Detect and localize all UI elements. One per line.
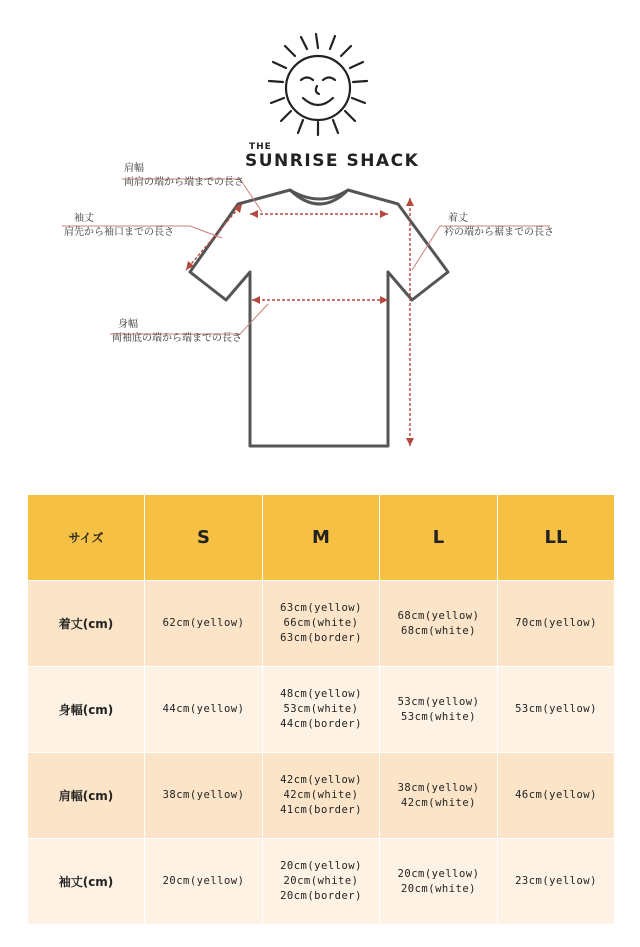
table-cell [145,667,263,753]
cell-value: 48cm(yellow) [280,688,362,700]
cell-value: 20cm(white) [283,875,359,887]
cell-value: 38cm(yellow) [397,781,480,794]
table-cell [498,581,615,667]
size-table-body [28,581,615,925]
table-cell [380,839,498,925]
cell-value: 53cm(white) [283,703,359,715]
size-header-label: サイズ [28,495,145,581]
row-label: 身幅(cm) [28,667,145,753]
size-header-m: M [263,495,380,581]
callout-length-desc: 衿の端から裾までの長さ [444,227,554,238]
table-row [28,667,615,753]
callout-shoulder-desc: 両肩の端から端までの長さ [124,177,244,188]
cell-value: 20cm(yellow) [162,875,245,887]
cell-value: 41cm(border) [280,804,362,816]
callout-chest-desc: 両袖底の端から端までの長さ [112,333,242,344]
row-label: 肩幅(cm) [28,753,145,839]
table-cell [498,667,615,753]
callout-length [444,212,554,240]
brand-the: THE [249,142,272,152]
cell-value: 23cm(yellow) [515,875,597,887]
table-cell [263,667,380,753]
cell-value: 20cm(yellow) [280,860,362,872]
table-cell [145,753,263,839]
table-cell [145,839,263,925]
cell-value: 63cm(border) [280,632,362,644]
table-cell [263,753,380,839]
cell-value: 44cm(border) [280,718,362,730]
size-header-ll: LL [498,495,615,581]
row-label: 着丈(cm) [28,581,145,667]
brand-logo [235,18,420,171]
cell-value: 53cm(white) [400,710,477,723]
callout-chest-title: 身幅 [118,319,138,330]
callout-shoulder-title: 肩幅 [124,163,144,174]
table-cell [380,667,498,753]
table-cell [498,753,615,839]
callout-sleeve-title: 袖丈 [74,213,94,224]
cell-value: 44cm(yellow) [162,703,245,715]
cell-value: 66cm(white) [283,617,359,629]
cell-value: 70cm(yellow) [515,617,597,629]
cell-value: 63cm(yellow) [280,602,362,614]
cell-value: 20cm(white) [400,882,477,895]
size-header-s: S [145,495,263,581]
table-cell [145,581,263,667]
tshirt-measurement-diagram [0,160,640,460]
cell-value: 46cm(yellow) [515,789,597,801]
table-cell [263,581,380,667]
cell-value: 68cm(yellow) [397,609,480,622]
table-row [28,581,615,667]
callout-chest [112,318,242,346]
table-cell [498,839,615,925]
cell-value: 68cm(white) [400,624,477,637]
callout-sleeve-desc: 肩先から袖口までの長さ [64,227,174,238]
table-cell [263,839,380,925]
cell-value: 53cm(yellow) [515,703,597,715]
callout-shoulder [124,162,244,190]
cell-value: 53cm(yellow) [397,695,480,708]
callout-sleeve [64,212,174,240]
size-chart-table [27,494,615,925]
cell-value: 42cm(white) [400,796,477,809]
cell-value: 42cm(white) [283,789,359,801]
cell-value: 20cm(yellow) [397,867,480,880]
row-label: 袖丈(cm) [28,839,145,925]
tshirt-outline-icon [0,160,640,460]
size-header-row [28,495,615,581]
cell-value: 62cm(yellow) [162,617,245,629]
cell-value: 20cm(border) [280,890,362,902]
brand-name: SUNRISE SHACK [245,151,420,171]
table-cell [380,581,498,667]
table-cell [380,753,498,839]
cell-value: 42cm(yellow) [280,774,362,786]
table-row [28,753,615,839]
size-header-l: L [380,495,498,581]
callout-length-title: 着丈 [448,213,468,224]
cell-value: 38cm(yellow) [162,789,245,801]
table-row [28,839,615,925]
